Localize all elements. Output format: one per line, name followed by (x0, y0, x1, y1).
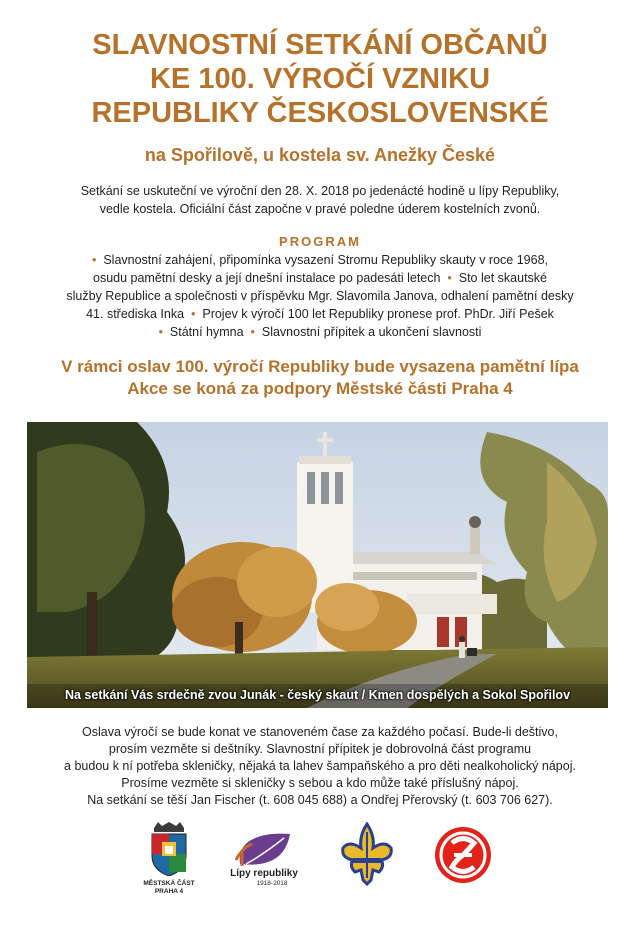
closing-line-1: Oslava výročí se bude konat ve stanoveném čase za každého počasí. Bude-li deštivo, (82, 725, 558, 739)
scout-logo (339, 822, 395, 886)
subtitle: na Spořilově, u kostela sv. Anežky České (144, 145, 496, 165)
program-item: Projev k výročí 100 let Republiky pronese prof. PhDr. Jiří Pešek (202, 307, 554, 321)
program-item: Státní hymna (169, 325, 244, 339)
program-heading: PROGRAM (279, 234, 361, 249)
church-photo (27, 422, 608, 708)
bullet: • (91, 253, 97, 267)
program-row (20, 287, 620, 305)
lipy-years: 1918-2018 (256, 880, 288, 887)
praha4-coat-of-arms-icon (144, 822, 194, 876)
program-item: Slavnostní přípitek a ukončení slavnosti (261, 325, 482, 339)
highlight-line-2: Akce se koná za podpory Městské části Praha 4 (127, 379, 513, 398)
title-line-1: SLAVNOSTNÍ SETKÁNÍ OBČANŮ (92, 29, 548, 61)
closing-line-3: a budou k ní potřeba skleničky, nějaká ta lahev šampaňského a pro děti nealkoholický nápoj. (64, 759, 576, 773)
photo-caption: Na setkání Vás srdečně zvou Junák - český skaut / Kmen dospělých a Sokol Spořilov (64, 688, 571, 702)
praha4-logo (144, 822, 194, 902)
church-photo-illustration (27, 422, 608, 708)
closing-paragraph (20, 724, 620, 809)
highlight-line-1: V rámci oslav 100. výročí Republiky bude vysazena pamětní lípa (61, 357, 579, 376)
bullet: • (250, 325, 255, 339)
bullet: • (158, 325, 163, 339)
scout-lily-icon (339, 822, 395, 886)
praha4-logo-text (134, 880, 204, 896)
program-row (20, 323, 620, 341)
lipy-republiky-logo (228, 830, 300, 892)
highlight-announcement (0, 356, 640, 400)
program-row (20, 269, 620, 287)
linden-leaf-icon (228, 830, 300, 870)
program-item: služby Republice a společnosti v příspěvku Mgr. Slavomila Janova, odhalení pamětní desky (66, 289, 574, 303)
poster-title (0, 28, 640, 130)
program-row (20, 251, 620, 269)
intro-line-2: vedle kostela. Oficiální část započne v pravé poledne úderem kostelních zvonů. (99, 202, 541, 216)
praha4-line-2: PRAHA 4 (154, 888, 184, 895)
closing-line-2: prosím vezměte si deštníky. Slavnostní přípitek je dobrovolná část programu (108, 742, 532, 756)
program-row (20, 305, 620, 323)
lipy-name: Lípy republiky (230, 868, 298, 879)
program-item: Slavnostní zahájení, připomínka vysazení Stromu Republiky skauty v roce 1968, (103, 253, 548, 267)
program-item: Sto let skautské (458, 271, 547, 285)
program-item: osudu pamětní desky a její dnešní instalace po padesáti letech (93, 271, 441, 285)
program-item: 41. střediska Inka (86, 307, 185, 321)
sokol-emblem-icon (434, 826, 492, 884)
closing-line-4: Prosíme vezměte si skleničky s sebou a kdo může také příslušný nápoj. (121, 776, 519, 790)
intro-line-1: Setkání se uskuteční ve výroční den 28. X. 2018 po jedenácté hodině u lípy Republiky, (80, 184, 560, 198)
praha4-line-1: MĚSTSKÁ ČÁST (143, 880, 195, 887)
closing-line-5: Na setkání se těší Jan Fischer (t. 608 045 688) a Ondřej Přerovský (t. 603 706 627). (87, 793, 553, 807)
intro-paragraph (20, 182, 620, 218)
bullet: • (191, 307, 196, 321)
bullet: • (447, 271, 452, 285)
program-list (20, 251, 620, 341)
title-line-3: REPUBLIKY ČESKOSLOVENSKÉ (91, 97, 549, 129)
sokol-logo (434, 826, 492, 884)
title-line-2: KE 100. VÝROČÍ VZNIKU (149, 63, 491, 95)
